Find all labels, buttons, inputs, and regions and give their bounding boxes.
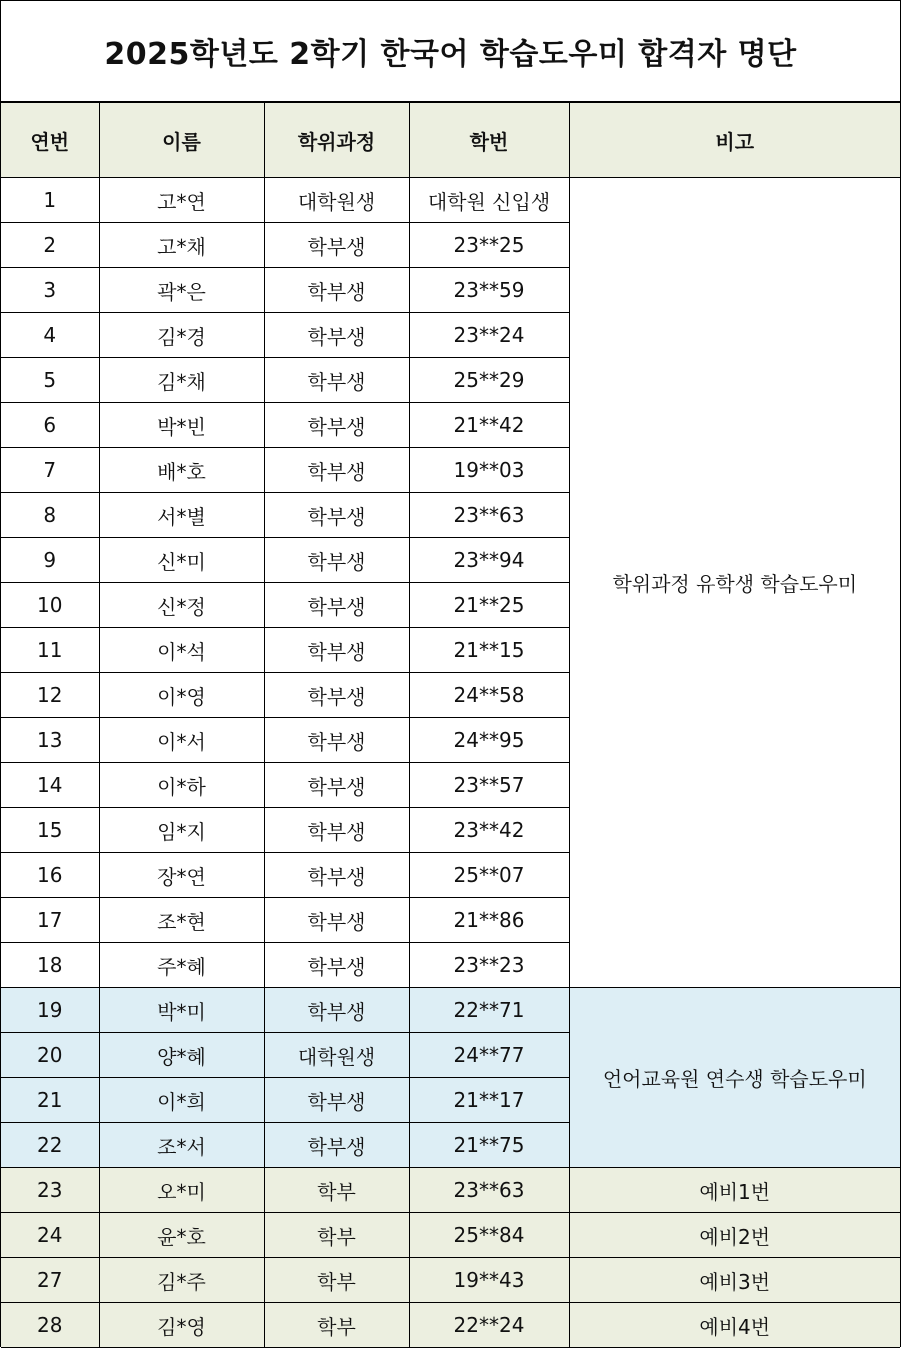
cell-no: 5: [1, 358, 99, 403]
cell-name: 김*채: [99, 358, 264, 403]
cell-no: 21: [1, 1078, 99, 1123]
table-row: [1, 1213, 900, 1258]
cell-no: 24: [1, 1213, 99, 1258]
column-header-remarks: 비고: [569, 103, 900, 178]
cell-program: 학부생: [264, 943, 409, 988]
cell-remark: 예비4번: [569, 1303, 900, 1348]
table-row: [1, 178, 900, 223]
cell-program: 학부: [264, 1168, 409, 1213]
cell-no: 15: [1, 808, 99, 853]
column-header-program: 학위과정: [264, 103, 409, 178]
cell-no: 16: [1, 853, 99, 898]
cell-name: 김*영: [99, 1303, 264, 1348]
cell-student-id: 23**59: [409, 268, 569, 313]
cell-no: 10: [1, 583, 99, 628]
cell-program: 대학원생: [264, 1033, 409, 1078]
cell-program: 학부생: [264, 1078, 409, 1123]
cell-program: 학부생: [264, 628, 409, 673]
cell-student-id: 24**58: [409, 673, 569, 718]
cell-student-id: 21**17: [409, 1078, 569, 1123]
cell-no: 4: [1, 313, 99, 358]
cell-no: 13: [1, 718, 99, 763]
table-row: [1, 1303, 900, 1348]
cell-remark: 예비2번: [569, 1213, 900, 1258]
cell-no: 14: [1, 763, 99, 808]
cell-no: 9: [1, 538, 99, 583]
cell-student-id: 25**29: [409, 358, 569, 403]
cell-name: 김*주: [99, 1258, 264, 1303]
table-body: [1, 178, 900, 1348]
cell-name: 이*영: [99, 673, 264, 718]
cell-program: 학부생: [264, 673, 409, 718]
cell-no: 18: [1, 943, 99, 988]
cell-program: 학부생: [264, 313, 409, 358]
cell-no: 12: [1, 673, 99, 718]
cell-student-id: 대학원 신입생: [409, 178, 569, 223]
cell-program: 학부: [264, 1213, 409, 1258]
cell-name: 신*미: [99, 538, 264, 583]
cell-program: 학부생: [264, 718, 409, 763]
cell-program: 학부생: [264, 583, 409, 628]
cell-no: 23: [1, 1168, 99, 1213]
cell-name: 조*현: [99, 898, 264, 943]
cell-program: 학부생: [264, 448, 409, 493]
cell-name: 서*별: [99, 493, 264, 538]
cell-name: 이*희: [99, 1078, 264, 1123]
roster-table: [1, 102, 900, 1348]
cell-student-id: 19**43: [409, 1258, 569, 1303]
cell-no: 11: [1, 628, 99, 673]
cell-name: 장*연: [99, 853, 264, 898]
cell-student-id: 21**86: [409, 898, 569, 943]
cell-student-id: 23**25: [409, 223, 569, 268]
cell-name: 오*미: [99, 1168, 264, 1213]
cell-name: 김*경: [99, 313, 264, 358]
cell-program: 학부생: [264, 538, 409, 583]
cell-program: 학부생: [264, 1123, 409, 1168]
cell-student-id: 23**63: [409, 1168, 569, 1213]
cell-program: 학부생: [264, 358, 409, 403]
table-row: [1, 1258, 900, 1303]
cell-no: 20: [1, 1033, 99, 1078]
document-title: 2025학년도 2학기 한국어 학습도우미 합격자 명단: [1, 1, 900, 102]
cell-no: 1: [1, 178, 99, 223]
cell-program: 학부생: [264, 223, 409, 268]
cell-no: 6: [1, 403, 99, 448]
cell-name: 조*서: [99, 1123, 264, 1168]
column-header-student-id: 학번: [409, 103, 569, 178]
cell-no: 19: [1, 988, 99, 1033]
cell-program: 학부생: [264, 898, 409, 943]
cell-name: 윤*호: [99, 1213, 264, 1258]
cell-student-id: 21**25: [409, 583, 569, 628]
cell-student-id: 23**42: [409, 808, 569, 853]
cell-no: 27: [1, 1258, 99, 1303]
cell-name: 배*호: [99, 448, 264, 493]
cell-name: 고*채: [99, 223, 264, 268]
table-row: [1, 988, 900, 1033]
group-note-language-trainees: 언어교육원 연수생 학습도우미: [569, 988, 900, 1168]
cell-student-id: 22**71: [409, 988, 569, 1033]
table-row: [1, 1168, 900, 1213]
cell-remark: 예비3번: [569, 1258, 900, 1303]
cell-student-id: 21**15: [409, 628, 569, 673]
column-header-no: 연번: [1, 103, 99, 178]
cell-no: 17: [1, 898, 99, 943]
cell-name: 이*석: [99, 628, 264, 673]
cell-student-id: 21**42: [409, 403, 569, 448]
cell-program: 학부생: [264, 268, 409, 313]
cell-remark: 예비1번: [569, 1168, 900, 1213]
cell-name: 고*연: [99, 178, 264, 223]
cell-student-id: 23**24: [409, 313, 569, 358]
cell-name: 양*혜: [99, 1033, 264, 1078]
cell-name: 임*지: [99, 808, 264, 853]
cell-student-id: 23**94: [409, 538, 569, 583]
cell-student-id: 25**07: [409, 853, 569, 898]
cell-name: 박*빈: [99, 403, 264, 448]
cell-student-id: 23**57: [409, 763, 569, 808]
cell-name: 박*미: [99, 988, 264, 1033]
cell-student-id: 24**77: [409, 1033, 569, 1078]
cell-name: 곽*은: [99, 268, 264, 313]
cell-student-id: 23**23: [409, 943, 569, 988]
cell-no: 28: [1, 1303, 99, 1348]
cell-program: 학부: [264, 1258, 409, 1303]
cell-student-id: 23**63: [409, 493, 569, 538]
cell-student-id: 24**95: [409, 718, 569, 763]
cell-name: 주*혜: [99, 943, 264, 988]
cell-student-id: 21**75: [409, 1123, 569, 1168]
cell-program: 학부생: [264, 988, 409, 1033]
cell-name: 이*하: [99, 763, 264, 808]
cell-student-id: 25**84: [409, 1213, 569, 1258]
cell-student-id: 22**24: [409, 1303, 569, 1348]
cell-program: 학부생: [264, 493, 409, 538]
cell-program: 대학원생: [264, 178, 409, 223]
cell-no: 22: [1, 1123, 99, 1168]
cell-no: 7: [1, 448, 99, 493]
cell-no: 8: [1, 493, 99, 538]
table-header-row: [1, 103, 900, 178]
cell-program: 학부생: [264, 808, 409, 853]
cell-program: 학부생: [264, 763, 409, 808]
cell-program: 학부생: [264, 403, 409, 448]
cell-no: 3: [1, 268, 99, 313]
cell-student-id: 19**03: [409, 448, 569, 493]
cell-name: 이*서: [99, 718, 264, 763]
cell-no: 2: [1, 223, 99, 268]
cell-program: 학부생: [264, 853, 409, 898]
column-header-name: 이름: [99, 103, 264, 178]
cell-name: 신*정: [99, 583, 264, 628]
cell-program: 학부: [264, 1303, 409, 1348]
group-note-degree-students: 학위과정 유학생 학습도우미: [569, 178, 900, 988]
